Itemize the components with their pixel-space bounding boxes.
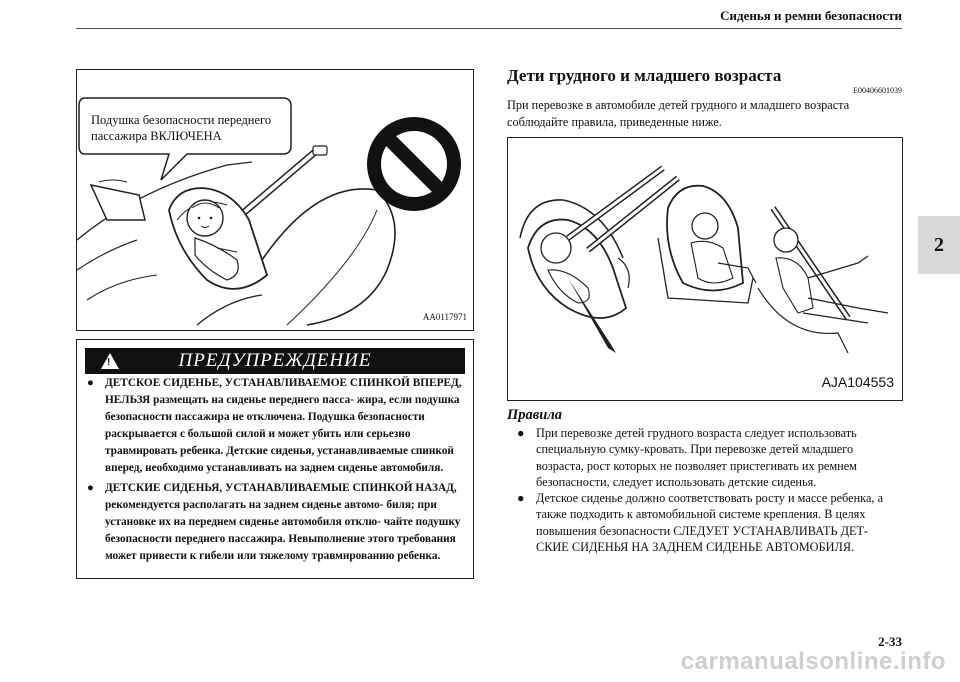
section-header-title: Сиденья и ремни безопасности (720, 8, 902, 23)
child-seat-types-drawing (508, 138, 902, 400)
section-title: Дети грудного и младшего возраста (507, 66, 782, 85)
chapter-tab[interactable]: 2 (918, 216, 960, 274)
section-code: E00406601039 (853, 86, 902, 95)
header-divider (76, 28, 902, 29)
rule-item (517, 425, 902, 491)
warning-item (87, 375, 467, 477)
warning-title: ПРЕДУПРЕЖДЕНИЕ (178, 350, 372, 371)
bullet-icon: ● (87, 377, 94, 389)
front-seat-illustration (76, 69, 474, 331)
warning-item-text: ДЕТСКИЕ СИДЕНЬЯ, УСТАНАВЛИВАЕМЫЕ СПИНКОЙ НАЗАД, рекомендуется располагать на заднем сиденье автомо- биля; при установке их на переднем сиденье автомобиля отклю- чайте подушку безопасности переднего пассажира. Невыполнение этого требования может привести к гибели или тяжелому травмированию ребенка. (105, 482, 461, 562)
figure-code-left: AA0117971 (422, 312, 467, 322)
rule-item-text: При перевозке детей грудного возраста следует использовать специальную сумку-кровать. При перевозке детей младшего возраста, рост которых не позволяет пристегивать их ремнем безопасности, следует использовать детские сиденья. (536, 426, 857, 490)
bullet-icon: ● (517, 426, 525, 440)
warning-item-text: ДЕТСКОЕ СИДЕНЬЕ, УСТАНАВЛИВАЕМОЕ СПИНКОЙ ВПЕРЕД, НЕЛЬЗЯ размещать на сиденье переднего пасса- жира, если подушка безопасности пассажира не отключена. Подушка безопасности раскрывается с большой силой и может убить или серьезно травмировать ребенка. Детские сиденья, устанавливаемые спинкой вперед, необходимо устанавливать на заднем сиденье автомобиля. (105, 377, 462, 474)
warning-box (76, 339, 474, 579)
section-intro: При перевозке в автомобиле детей грудного и младшего возраста соблюдайте правила, приведенные ниже. (507, 98, 850, 129)
bullet-icon: ● (517, 491, 525, 505)
rule-item (517, 490, 902, 556)
figure-code-right: AJA104553 (821, 374, 894, 390)
watermark: carmanualsonline.info (680, 648, 946, 675)
bullet-icon: ● (87, 482, 94, 494)
rules-title: Правила (507, 407, 563, 423)
child-seats-illustration (507, 137, 903, 401)
airbag-callout-text: Подушка безопасности переднего пассажира ВКЛЮЧЕНА (91, 113, 272, 143)
rear-facing-seat-drawing (77, 70, 473, 330)
rule-item-text: Детское сиденье должно соответствовать росту и массе ребенка, а также подходить к автомобильной системе крепления. В целях повышения безопасности СЛЕДУЕТ УСТАНАВЛИВАТЬ ДЕТ- СКИЕ СИДЕНЬЯ НА ЗАДНЕМ СИДЕНЬЕ АВТОМОБИЛЯ. (536, 491, 884, 555)
warning-exclamation: ! (107, 357, 111, 368)
warning-header (85, 348, 465, 374)
page-number: 2-33 (878, 634, 902, 649)
prohibition-icon (367, 117, 461, 211)
warning-item (87, 480, 467, 565)
